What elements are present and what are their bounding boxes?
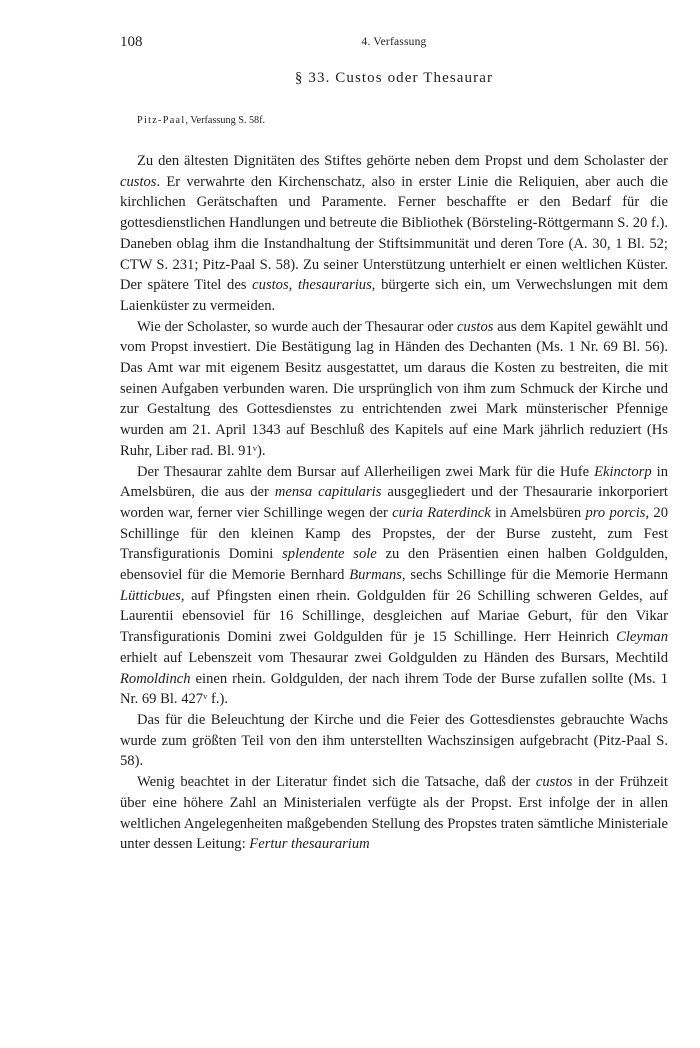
text-run: ausgegliedert und der Thesaurarie inkorporiert worden war, ferner vier Schillinge wegen der [120,484,668,521]
paragraph [120,462,668,710]
italic-term: Cleyman [616,629,668,646]
text-run: zu den Präsentien einen halben Goldgulden, ebensoviel für die Memorie Bernhard [120,546,668,584]
text-run: , bürgerte sich ein, um Verwechslungen mit dem Laienküster zu vermeiden. [120,277,668,314]
body-text [120,151,668,855]
text-run: . Er verwahrte den Kirchenschatz, also in erster Linie die Reliquien, aber auch die kirchlichen Gerätschaften und Paramente. Ferner beschaffte er den Bedarf für die gottesdienstlichen Handlungen und betreute die Bibliothek (Börsteling-Röttgermann S. 20 f.). Daneben oblag ihm die Instandhaltung der Stiftsimmunität und deren Tore (A. 30, 1 Bl. 52; CTW S. 231; Pitz-Paal S. 58). Zu seiner Unterstützung unterhielt er einen weltlichen Küster. Der spätere Titel des [120,173,668,294]
italic-term: Romoldinch [120,670,191,687]
text-run: aus dem Kapitel gewählt und vom Propst investiert. Die Bestätigung lag in Händen des Dechanten (Ms. 1 Nr. 69 Bl. 56). Das Amt war mit eigenem Besitz ausgestattet, um daraus die Kosten zu bestreiten, die mit seinen Aufgaben verbunden waren. Die ursprünglich von ihm zum Schmuck der Kirche und zur Gestaltung des Gottesdienstes zu entrichtenden zwei Mark münsterischer Pfennige wurden am 21. April 1343 auf Beschluß des Kapitels auf eine Mark jährlich reduziert (Hs Ruhr, Liber rad. Bl. 91ᵛ). [120,318,668,459]
text-run: Wenig beachtet in der Literatur findet sich die Tatsache, daß der [137,774,536,791]
italic-term: Lütticbues [120,587,181,604]
italic-term: custos, thesaurarius [252,277,372,294]
paragraph [120,710,668,772]
text-run: , sechs Schillinge für die Memorie Hermann [401,567,668,584]
page-header [120,34,668,54]
text-run: in Amelsbüren [490,504,586,521]
paragraph [120,772,668,855]
italic-term: splendente sole [282,546,377,563]
italic-term: custos [456,318,494,335]
italic-term: pro porcis [585,504,646,521]
running-title: 4. Verfassung [361,36,427,48]
italic-term: custos [535,774,573,791]
italic-term: Burmans [349,567,402,584]
text-run: , 20 Schillinge für den kleinen Kamp des Propstes, der der Burse zusteht, zum Fest Transfigurationis Domini [120,504,668,563]
text-run: in der Frühzeit über eine höhere Zahl an Ministerialen verfügte als der Propst. Erst infolge der in allen weltlichen Angelegenheiten maßgebenden Stellung des Propstes traten sämtliche Ministeriale unter dessen Leitung: [120,774,668,853]
text-run: erhielt auf Lebenszeit vom Thesaurar zwei Goldgulden zu Händen des Bursars, Mechtild [120,649,668,666]
text-run: einen rhein. Goldgulden, der nach ihrem Tode der Burse zufallen sollte (Ms. 1 Nr. 69 Bl. 427ᵛ f.). [120,670,668,708]
text-run: , auf Pfingsten einen rhein. Goldgulden für 26 Schilling schweren Geldes, auf Laurentii ebensoviel für 16 Schillinge, desgleichen auf Mariae Geburt, für den Vikar Transfigurationis Domini zwei Goldgulden für je 15 Schillinge. Herr Heinrich [120,587,668,646]
italic-term: custos [120,173,157,190]
paragraph [120,317,668,462]
text-run: Das für die Beleuchtung der Kirche und die Feier des Gottesdienstes gebrauchte Wachs wurde zum größten Teil von den ihm unterstellten Wachszinsigen aufgebracht (Pitz-Paal S. 58). [120,711,668,770]
section-heading: § 33. Custos oder Thesaurar [294,70,494,86]
italic-term: mensa capitularis [274,484,382,501]
text-run: Zu den ältesten Dignitäten des Stiftes gehörte neben dem Propst und dem Scholaster der [137,153,668,169]
source-reference: , Verfassung S. 58f. [185,115,266,126]
text-run: Der Thesaurar zahlte dem Bursar auf Allerheiligen zwei Mark für die Hufe [137,463,595,480]
text-run: Wie der Scholaster, so wurde auch der Thesaurar oder [137,318,457,335]
italic-term: Ekinctorp [594,463,652,480]
paragraph [120,151,668,317]
italic-term: curia Raterdinck [392,504,491,521]
source-note [137,115,265,126]
source-author: Pitz-Paal [137,115,186,126]
page-number: 108 [120,34,143,50]
italic-term: Fertur thesaurarium [249,836,370,853]
text-run: in Amelsbüren, die aus der [120,463,668,501]
